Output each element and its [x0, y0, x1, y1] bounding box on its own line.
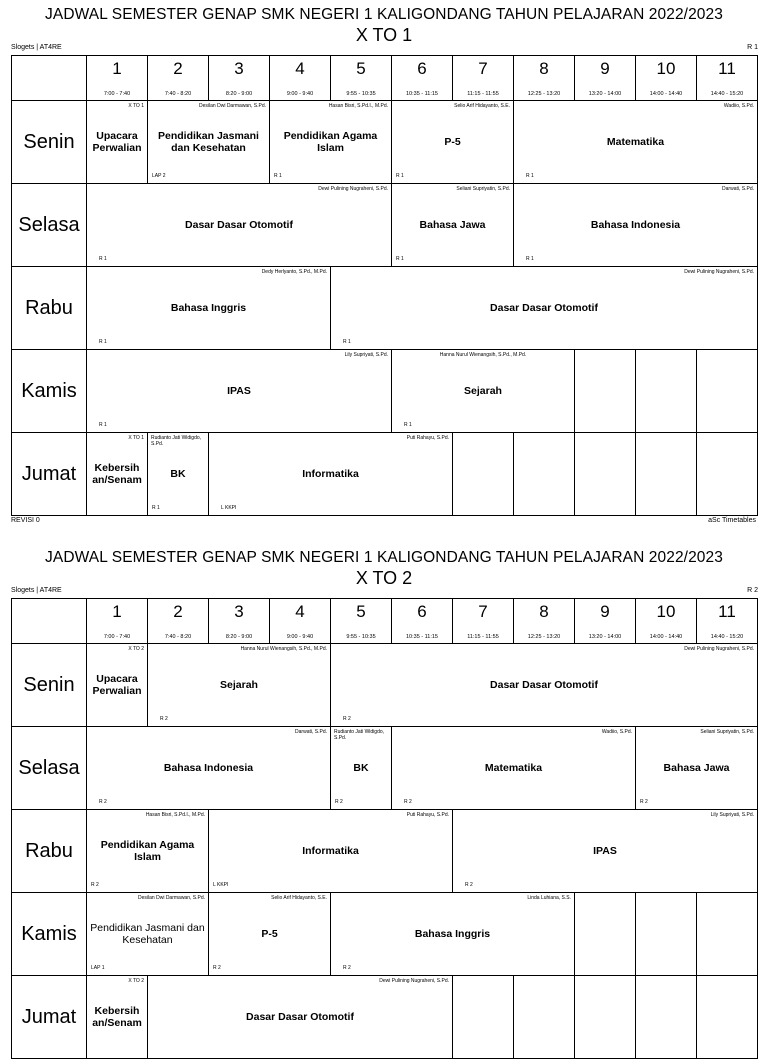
period-cell: 3 8:20 - 9:00	[209, 599, 270, 644]
schedule-table	[11, 598, 758, 1059]
lesson-cell: Puti Rahayu, S.Pd. Informatika L KKPI	[209, 810, 453, 893]
period-cell: 1 7:00 - 7:40	[87, 599, 148, 644]
corner-cell	[12, 599, 87, 644]
empty-cell	[575, 976, 636, 1059]
empty-cell	[636, 350, 697, 433]
day-row-selasa	[12, 727, 758, 810]
period-header-row	[12, 56, 758, 101]
lesson-cell: Hanna Nurul Wienangsih, S.Pd., M.Pd. Sejarah R 1	[392, 350, 575, 433]
day-label: Kamis	[12, 893, 87, 976]
lesson-cell: Hasan Bisri, S.Pd.I., M.Pd. Pendidikan Agama Islam R 2	[87, 810, 209, 893]
lesson-cell: X TO 1 Kebersih an/Senam	[87, 433, 148, 516]
day-row-kamis	[12, 350, 758, 433]
lesson-cell: Wadiio, S.Pd. Matematika R 1	[514, 101, 758, 184]
lesson-cell: Linda Luhiana, S.S. Bahasa Inggris R 2	[331, 893, 575, 976]
period-cell: 10 14:00 - 14:40	[636, 56, 697, 101]
empty-cell	[636, 433, 697, 516]
period-cell: 7 11:15 - 11:55	[453, 56, 514, 101]
empty-cell	[575, 433, 636, 516]
corner-cell	[12, 56, 87, 101]
lesson-cell: Wadiio, S.Pd. Matematika R 2	[392, 727, 636, 810]
empty-cell	[697, 976, 758, 1059]
period-cell: 11 14:40 - 15:20	[697, 599, 758, 644]
room-code: R 1	[747, 44, 758, 51]
period-cell: 9 13:20 - 14:00	[575, 56, 636, 101]
period-cell: 11 14:40 - 15:20	[697, 56, 758, 101]
period-cell: 5 9:55 - 10:35	[331, 56, 392, 101]
day-row-senin	[12, 101, 758, 184]
lesson-cell: Dewi Pulining Nugraheni, S.Pd. Dasar Dasar Otomotif R 2	[331, 644, 758, 727]
lesson-cell: X TO 2 Upacara Perwalian	[87, 644, 148, 727]
software-label: aSc Timetables	[708, 517, 756, 524]
day-row-jumat	[12, 433, 758, 516]
timetable-title: JADWAL SEMESTER GENAP SMK NEGERI 1 KALIGONDANG TAHUN PELAJARAN 2022/2023	[45, 6, 723, 23]
lesson-cell: Dewi Pulining Nugraheni, S.Pd. Dasar Dasar Otomotif	[148, 976, 453, 1059]
source-label: Slogets | AT4RE	[11, 44, 62, 51]
revision-label: REVISI 0	[11, 517, 40, 524]
period-cell: 3 8:20 - 9:00	[209, 56, 270, 101]
timetable-title: JADWAL SEMESTER GENAP SMK NEGERI 1 KALIGONDANG TAHUN PELAJARAN 2022/2023	[45, 549, 723, 566]
lesson-cell: Selio Arif Hidayanto, S.E. P-5 R 1	[392, 101, 514, 184]
period-cell: 8 12:25 - 13:20	[514, 599, 575, 644]
lesson-cell: Darwati, S.Pd. Bahasa Indonesia R 1	[514, 184, 758, 267]
empty-cell	[575, 350, 636, 433]
lesson-cell: Seliani Supriyatin, S.Pd. Bahasa Jawa R 1	[392, 184, 514, 267]
day-label: Rabu	[12, 810, 87, 893]
empty-cell	[697, 350, 758, 433]
period-cell: 8 12:25 - 13:20	[514, 56, 575, 101]
period-cell: 4 9:00 - 9:40	[270, 56, 331, 101]
lesson-cell: Desilan Dwi Darmawan, S.Pd. Pendidikan Jasmani dan Kesehatan LAP 2	[148, 101, 270, 184]
day-label: Selasa	[12, 184, 87, 267]
lesson-cell: Dewi Pulining Nugraheni, S.Pd. Dasar Dasar Otomotif R 1	[331, 267, 758, 350]
lesson-cell: Selio Arif Hidayanto, S.E. P-5 R 2	[209, 893, 331, 976]
empty-cell	[514, 976, 575, 1059]
period-cell: 2 7:40 - 8:20	[148, 56, 209, 101]
class-name: X TO 2	[355, 568, 413, 588]
lesson-cell: Desilan Dwi Darmawan, S.Pd. Pendidikan Jasmani dan Kesehatan LAP 1	[87, 893, 209, 976]
period-cell: 6 10:35 - 11:15	[392, 56, 453, 101]
schedule-table	[11, 55, 758, 516]
period-cell: 9 13:20 - 14:00	[575, 599, 636, 644]
day-row-rabu	[12, 267, 758, 350]
empty-cell	[575, 893, 636, 976]
lesson-cell: Rudianto Jati Widigdo, S.Pd. BK R 1	[148, 433, 209, 516]
lesson-cell: Darwati, S.Pd. Bahasa Indonesia R 2	[87, 727, 331, 810]
period-cell: 5 9:55 - 10:35	[331, 599, 392, 644]
empty-cell	[453, 433, 514, 516]
day-label: Jumat	[12, 433, 87, 516]
lesson-cell: Seliani Supriyatin, S.Pd. Bahasa Jawa R 2	[636, 727, 758, 810]
empty-cell	[697, 893, 758, 976]
period-cell: 7 11:15 - 11:55	[453, 599, 514, 644]
day-row-senin	[12, 644, 758, 727]
empty-cell	[453, 976, 514, 1059]
lesson-cell: Lily Supriyati, S.Pd. IPAS R 1	[87, 350, 392, 433]
period-cell: 4 9:00 - 9:40	[270, 599, 331, 644]
lesson-cell: Puti Rahayu, S.Pd. Informatika L KKPI	[209, 433, 453, 516]
lesson-cell: X TO 1 Upacara Perwalian	[87, 101, 148, 184]
period-cell: 6 10:35 - 11:15	[392, 599, 453, 644]
day-row-jumat	[12, 976, 758, 1059]
period-cell: 2 7:40 - 8:20	[148, 599, 209, 644]
day-row-selasa	[12, 184, 758, 267]
lesson-cell: Hanna Nurul Wienangsih, S.Pd., M.Pd. Sejarah R 2	[148, 644, 331, 727]
lesson-cell: Lily Supriyati, S.Pd. IPAS R 2	[453, 810, 758, 893]
day-row-kamis	[12, 893, 758, 976]
day-label: Senin	[12, 644, 87, 727]
period-cell: 1 7:00 - 7:40	[87, 56, 148, 101]
day-row-rabu	[12, 810, 758, 893]
lesson-cell: Dewi Pulining Nugraheni, S.Pd. Dasar Dasar Otomotif R 1	[87, 184, 392, 267]
class-name: X TO 1	[355, 25, 413, 45]
day-label: Senin	[12, 101, 87, 184]
lesson-cell: X TO 2 Kebersih an/Senam	[87, 976, 148, 1059]
room-code: R 2	[747, 587, 758, 594]
day-label: Selasa	[12, 727, 87, 810]
day-label: Jumat	[12, 976, 87, 1059]
lesson-cell: Rudianto Jati Widigdo, S.Pd. BK R 2	[331, 727, 392, 810]
period-cell: 10 14:00 - 14:40	[636, 599, 697, 644]
empty-cell	[636, 976, 697, 1059]
source-label: Slogets | AT4RE	[11, 587, 62, 594]
empty-cell	[636, 893, 697, 976]
empty-cell	[697, 433, 758, 516]
empty-cell	[514, 433, 575, 516]
day-label: Kamis	[12, 350, 87, 433]
lesson-cell: Dedy Herlyanto, S.Pd., M.Pd. Bahasa Inggris R 1	[87, 267, 331, 350]
day-label: Rabu	[12, 267, 87, 350]
lesson-cell: Hasan Bisri, S.Pd.I., M.Pd. Pendidikan Agama Islam R 1	[270, 101, 392, 184]
period-header-row	[12, 599, 758, 644]
